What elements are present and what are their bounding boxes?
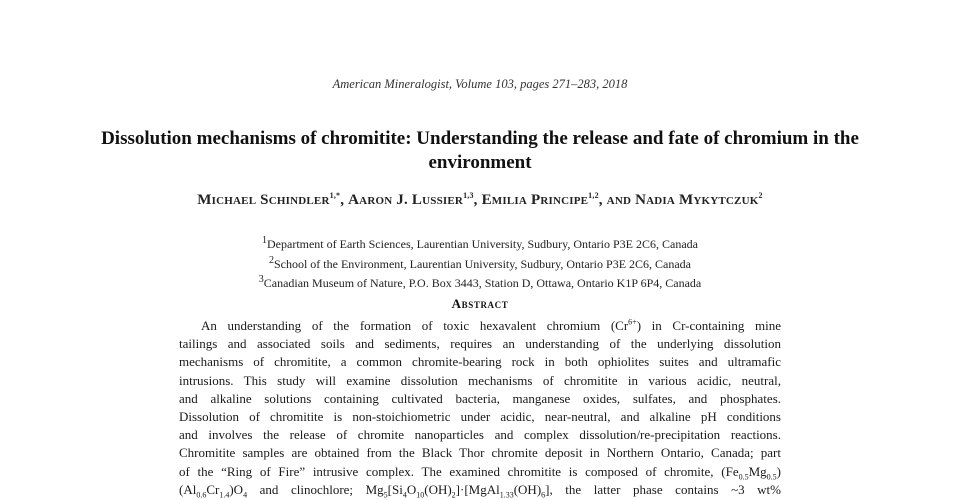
author-affil-marker: 1,* (329, 191, 341, 200)
affiliation-text: Canadian Museum of Nature, P.O. Box 3443, Station D, Ottawa, Ontario K1P 6P4, Canada (263, 276, 702, 290)
author-separator: , (473, 192, 482, 208)
author-separator: , (340, 192, 349, 208)
author-name: Michael Schindler (197, 192, 330, 208)
author-affil-marker: 1,2 (588, 191, 599, 200)
author[interactable] (197, 192, 340, 208)
author-list (0, 192, 960, 209)
abstract-line: An understanding of the formation of toxic hexavalent chromium $(Cr^{6+})$ in Cr-containing mine (201, 317, 781, 333)
author[interactable] (348, 192, 474, 208)
abstract-line: and alkaline solutions containing cultivated bacteria, manganese oxides, sulfates, and phosphates. (179, 390, 781, 406)
author-name: Nadia Mykytczuk (635, 192, 759, 208)
affiliation (0, 272, 960, 292)
abstract-line: of the “Ring of Fire” intrusive complex. The examined chromitite is composed of chromite, $(Fe_{0.5}Mg_{0.5})$ (179, 463, 781, 482)
author-name: Aaron J. Lussier (348, 192, 464, 208)
abstract-line: mechanisms of chromitite, a common chromite-bearing rock in both ophiolites suites and ultramafic (179, 354, 781, 370)
author[interactable] (482, 192, 599, 208)
affiliation-marker: 3 (258, 274, 264, 285)
abstract-line: and involves the release of chromite nanoparticles and complex dissolution/re-precipitation reactions. (179, 427, 781, 443)
abstract-line: Chromitite samples are obtained from the Black Thor chromite deposit in Northern Ontario, Canada; part (179, 445, 781, 461)
affiliation-text: Department of Earth Sciences, Laurentian University, Sudbury, Ontario P3E 2C6, Canada (267, 237, 698, 251)
affiliation (0, 233, 960, 253)
abstract-body (179, 317, 781, 499)
author-affil-marker: 1,3 (463, 191, 474, 200)
affiliation (0, 253, 960, 273)
abstract-heading: Abstract (451, 296, 509, 311)
affiliations (0, 233, 960, 292)
paper-title: Dissolution mechanisms of chromitite: Understanding the release and fate of chromium in the environment (101, 128, 859, 173)
affiliation-text: School of the Environment, Laurentian University, Sudbury, Ontario P3E 2C6, Canada (273, 256, 692, 271)
author-affil-marker: 2 (758, 191, 763, 200)
author-name: Emilia Principe (481, 192, 589, 208)
author[interactable] (635, 192, 763, 208)
abstract-line: Dissolution of chromitite is non-stoichiometric under acidic, near-neutral, and alkaline pH conditions (179, 409, 781, 425)
author-separator: , and (598, 192, 636, 208)
abstract-line: $(Al_{0.6}Cr_{1.4})O_4$ and clinochlore; $Mg_5[Si_4O_{10}(OH)_2]\cdot[MgAl_{1.33}(OH)_6]$, the latter phase contains ~3 wt% (179, 481, 781, 500)
journal-citation: American Mineralogist, Volume 103, pages 271–283, 2018 (332, 77, 628, 91)
affiliation-marker: 2 (268, 254, 274, 266)
affiliation-marker: 1 (262, 235, 267, 246)
abstract-line: intrusions. This study will examine dissolution mechanisms of chromitite in various acidic, neutral, (179, 372, 781, 388)
abstract-line: tailings and associated soils and sediments, requires an understanding of the underlying dissolution (179, 336, 781, 352)
